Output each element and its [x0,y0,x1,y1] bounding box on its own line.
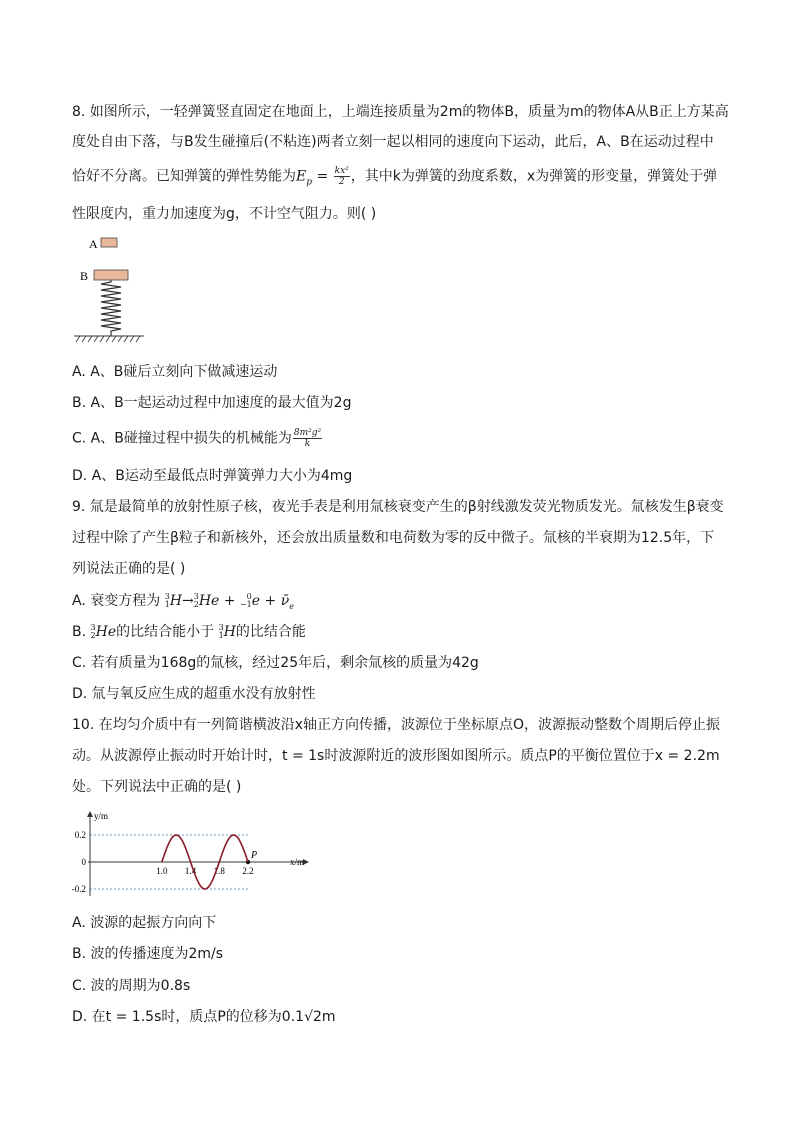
q8-option-c [72,428,323,449]
q8-option-a: A. A、B碰后立刻向下做减速运动 [72,364,278,380]
y-axis-label: y/m [94,811,109,821]
nuclide-helium [91,622,117,642]
q8-line-4: 性限度内，重力加速度为g，不计空气阻力。则( ) [72,206,377,222]
x-tick-label: 1.8 [213,866,225,876]
q9-line-1: 9. 氚是最简单的放射性原子核，夜光手表是利用氚核衰变产生的β射线激发荧光物质发光。氚核发生β衰变 [72,499,724,515]
q10-option-b: B. 波的传播速度为2m/s [72,946,224,962]
plus-sign: + [219,593,240,609]
q10-line-1: 10. 在均匀介质中有一列简谐横波沿x轴正方向传播，波源位于坐标原点O，波源振动整数个周期后停止振 [72,717,721,733]
q10-option-a: A. 波源的起振方向向下 [72,915,217,931]
q9-line-2: 过程中除了产生β粒子和新核外，还会放出质量数和电荷数为零的反中微子。氚核的半衰期为12.5年，下 [72,530,715,546]
q9-option-b-label: B. [72,624,91,640]
q8-option-c-text: C. A、B碰撞过程中损失的机械能为 [72,430,292,447]
nuclide-charge-number: 2 [90,631,96,640]
nuclide-symbol: H [169,593,182,609]
q9-option-c: C. 若有质量为168g的氚核，经过25年后，剩余氚核的质量为42g [72,655,479,671]
nuclide-symbol: He [198,593,220,609]
q9-option-b-end: 的比结合能 [235,624,306,640]
nuclide-mass-number: 3 [193,592,199,601]
nuclide-charge-number: 1 [218,631,224,640]
nuclide-charge-number: 1 [164,600,170,609]
ep-symbol: E [296,168,307,185]
q10-option-d: D. 在t = 1.5s时，质点P的位移为0.1√2m [72,1009,336,1025]
y-tick-label: 0.2 [74,830,86,840]
q10-line-2: 动。从波源停止振动时开始计时，t = 1s时波源附近的波形图如图所示。质点P的平衡位置位于x = 2.2m [72,748,720,764]
nuclide-helium [194,591,220,611]
figure-label-b: B [80,269,89,283]
wave-chart [70,808,320,900]
nuclide-symbol: H [223,624,236,640]
spring-coil [101,280,121,336]
q8-line-2: 度处自由下落，与B发生碰撞后(不粘连)两者立刻一起以相同的速度向下运动，此后，A、B在运动过程中 [72,134,714,150]
nuclide-symbol: He [95,624,117,640]
nuclide-mass-number: 3 [218,623,224,632]
block-b [94,270,128,280]
q8-line-3 [72,166,717,192]
ep-subscript: p [306,177,312,188]
ep-equals: = [312,168,333,185]
q8-line-3-text-b: ，其中k为弹簧的劲度系数，x为弹簧的形变量，弹簧处于弹 [350,168,718,185]
q8-option-b: B. A、B一起运动过程中加速度的最大值为2g [72,395,352,411]
q10-option-c: C. 波的周期为0.8s [72,978,191,994]
x-tick-label: 1.0 [156,866,168,876]
q10-line-3: 处。下列说法中正确的是( ) [72,779,242,795]
optc-fraction-numerator: 8m²g² [293,428,322,438]
ep-fraction-denominator: 2 [338,177,345,187]
x-axis-label: x/m [290,857,305,867]
nuclide-mass-number: 0 [246,592,252,601]
q9-option-a [72,591,294,617]
ep-fraction [334,166,350,187]
optc-fraction-denominator: k [304,439,311,449]
q9-option-d: D. 氚与氧反应生成的超重水没有放射性 [72,686,316,702]
x-tick-label: 2.2 [242,866,254,876]
nuclide-tritium [165,591,182,611]
q9-option-b-text: 的比结合能小于 [116,624,219,640]
spring-figure [72,232,152,352]
y-tick-label: -0.2 [71,884,86,894]
nuclide-electron [240,591,260,611]
block-a [101,238,117,247]
q8-line-3-text-a: 恰好不分离。已知弹簧的弹性势能为 [72,168,296,185]
nuclide-mass-number: 3 [164,592,170,601]
ground-hatching [76,336,140,342]
point-p-label: P [251,850,258,861]
nuclide-symbol: e [251,593,261,609]
optc-fraction [293,428,322,449]
nuclide-tritium [219,622,236,642]
figure-label-a: A [89,237,98,251]
reaction-arrow: → [182,593,194,609]
antineutrino-subscript: e [289,601,294,611]
q8-option-d: D. A、B运动至最低点时弹簧弹力大小为4mg [72,468,353,484]
antineutrino: + ν̄ [264,593,290,609]
nuclide-mass-number: 3 [90,623,96,632]
q8-line-1: 8. 如图所示，一轻弹簧竖直固定在地面上，上端连接质量为2m的物体B，质量为m的物体A从B正上方某高 [72,104,729,120]
q9-option-b [72,622,306,642]
y-tick-label: 0 [81,857,86,867]
nuclide-charge-number: −1 [239,600,252,609]
nuclide-charge-number: 2 [193,600,199,609]
x-tick-label: 1.4 [184,866,197,876]
q9-line-3: 列说法正确的是( ) [72,561,186,577]
ep-fraction-numerator: kx² [334,166,349,176]
q9-option-a-text: A. 衰变方程为 [72,593,165,609]
